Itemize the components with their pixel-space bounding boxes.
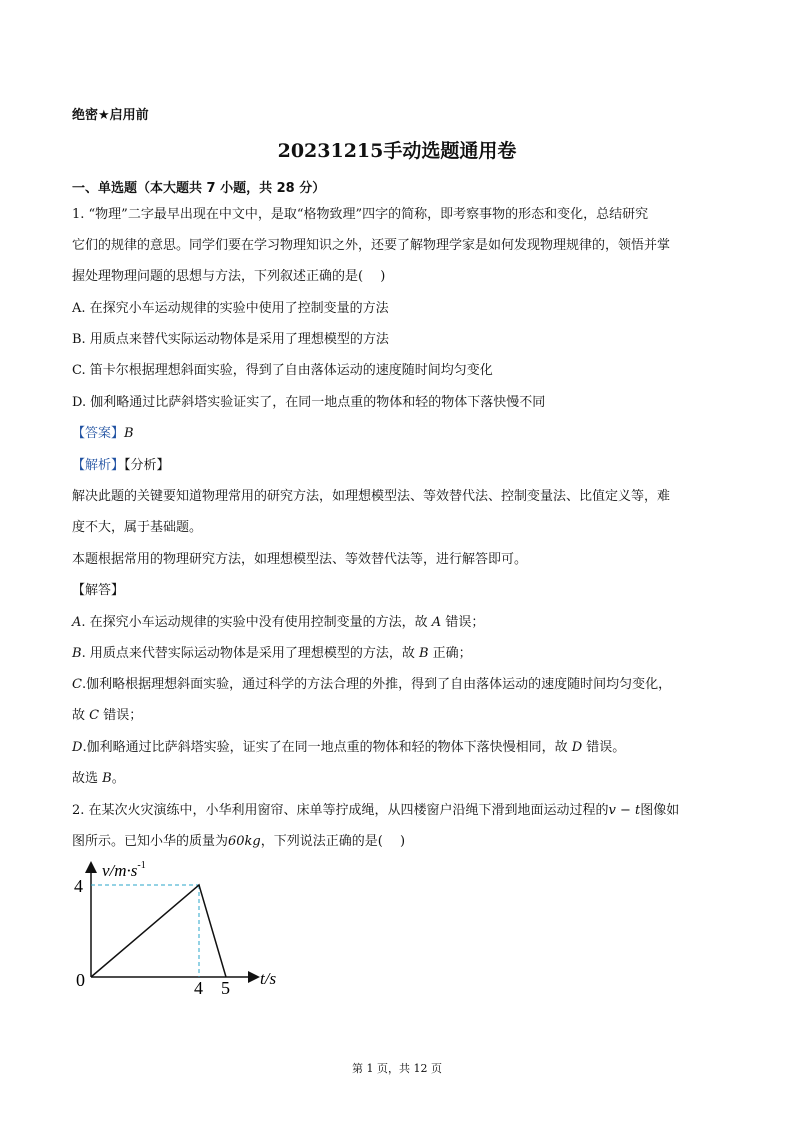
q2-line2-post: ，下列说法正确的是( ) (260, 834, 406, 849)
q1-analysis-line-1: 解决此题的关键要知道物理常用的研究方法，如理想模型法、等效替代法、控制变量法、比值定义等，难 (72, 489, 671, 504)
q2-stem-line-2 (72, 833, 405, 851)
x-tick-label: 5 (221, 978, 230, 998)
x-axis-label: t/s (260, 969, 277, 988)
q2-line1-pre: 2. 在某次火灾演练中，小华利用窗帘、床单等拧成绳，从四楼窗户沿绳下滑到地面运动过程的 (72, 803, 609, 818)
page-footer: 第 1 页，共 12 页 (352, 1062, 442, 1075)
answer-tag: 【答案】 (72, 426, 125, 441)
q1-analysis-heading (72, 457, 170, 475)
q2-line1-post: 图像如 (640, 803, 680, 818)
q2-stem-line-1 (72, 802, 679, 820)
q1-solution-b (72, 645, 472, 663)
sol-b-ref: B (418, 646, 429, 661)
q2-math-mass: 60kg (228, 834, 261, 849)
conclusion-ref: B (102, 771, 112, 786)
q1-stem-line-2: 它们的规律的意思。同学们要在学习物理知识之外，还要了解物理学家是如何发现物理规律的，领悟并掌 (72, 238, 671, 253)
q1-option-d: D. 伽利略通过比萨斜塔实验证实了，在同一地点重的物体和轻的物体下落快慢不同 (72, 395, 546, 410)
q1-solution-c (72, 676, 671, 694)
analysis-subtag: 【分析】 (124, 458, 170, 473)
sol-a-ref: A (431, 615, 442, 630)
sol-d-letter: D (72, 740, 83, 755)
y-tick-label: 4 (74, 876, 83, 896)
sol-d-ref: D (571, 740, 583, 755)
sol-c-ref: C (89, 708, 100, 723)
analysis-tag: 【解析】 (72, 458, 125, 473)
sol-b-tail: 正确； (428, 646, 472, 661)
sol-d-text: .伽利略通过比萨斜塔实验，证实了在同一地点重的物体和轻的物体下落快慢相同，故 (82, 740, 572, 755)
q1-solution-d (72, 739, 625, 757)
q1-option-c: C. 笛卡尔根据理想斜面实验，得到了自由落体运动的速度随时间均匀变化 (72, 363, 493, 378)
vt-graph (60, 852, 300, 1002)
q1-answer (72, 425, 134, 443)
sol-c-tail: 错误； (99, 708, 143, 723)
q2-math-vt: v − t (608, 803, 641, 818)
q2-line2-pre: 图所示。已知小华的质量为 (72, 834, 229, 849)
conclusion-tail: 。 (111, 771, 125, 786)
sol-a-text: . 在探究小车运动规律的实验中没有使用控制变量的方法，故 (81, 615, 432, 630)
x-tick-label: 4 (194, 978, 203, 998)
answer-value: B (124, 426, 134, 441)
sol-c-text: .伽利略根据理想斜面实验，通过科学的方法合理的外推，得到了自由落体运动的速度随时间均匀变化， (81, 677, 672, 692)
confidential-label: 绝密★启用前 (72, 108, 149, 123)
sol-a-letter: A (72, 615, 82, 630)
q1-option-a: A. 在探究小车运动规律的实验中使用了控制变量的方法 (72, 301, 389, 316)
sol-b-letter: B (72, 646, 82, 661)
sol-a-tail: 错误； (441, 615, 485, 630)
sol-b-text: . 用质点来代替实际运动物体是采用了理想模型的方法，故 (81, 646, 419, 661)
y-axis-label: $v/m\cdot s^{-1}$ (102, 860, 146, 880)
q1-analysis-line-3: 本题根据常用的物理研究方法，如理想模型法、等效替代法等，进行解答即可。 (72, 552, 528, 567)
conclusion-pre: 故选 (72, 771, 103, 786)
q1-option-b: B. 用质点来替代实际运动物体是采用了理想模型的方法 (72, 332, 389, 347)
sol-d-tail: 错误。 (582, 740, 626, 755)
section-heading: 一、单选题（本大题共 7 小题，共 28 分） (72, 181, 326, 196)
sol-c-line2-pre: 故 (72, 708, 90, 723)
q1-solution-tag: 【解答】 (72, 583, 125, 598)
q1-stem-line-3: 握处理物理问题的思想与方法，下列叙述正确的是( ) (72, 269, 386, 284)
q1-solution-a (72, 614, 484, 632)
origin-label: 0 (76, 970, 85, 990)
q1-stem-line-1: 1. “物理”二字最早出现在中文中，是取“格物致理”四字的简称，即考察事物的形态和变化，总结研究 (72, 207, 649, 222)
sol-c-letter: C (72, 677, 82, 692)
q1-solution-c-cont (72, 707, 142, 725)
q1-conclusion (72, 770, 125, 788)
page-title: 20231215手动选题通用卷 (277, 140, 517, 162)
q1-analysis-line-2: 度不大，属于基础题。 (72, 520, 203, 535)
velocity-series-line (91, 885, 226, 977)
